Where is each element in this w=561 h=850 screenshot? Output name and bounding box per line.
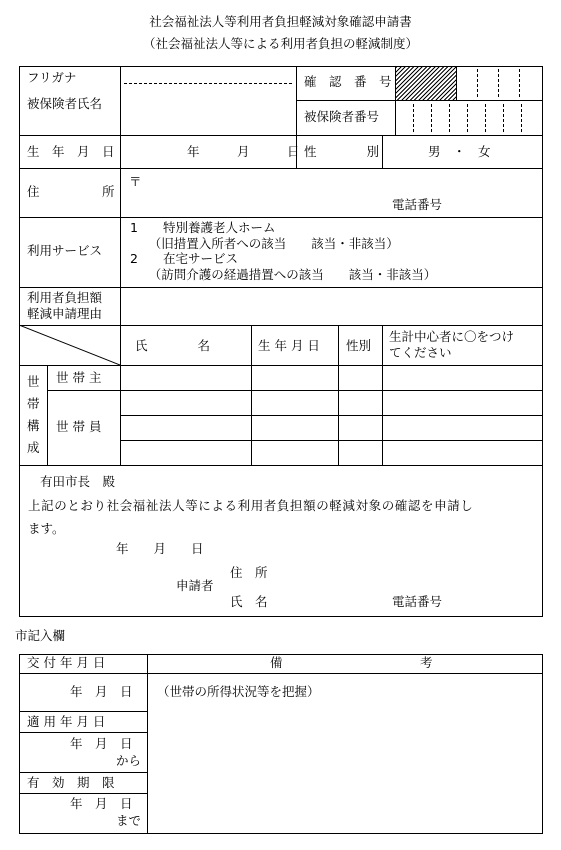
household-sex-header: 性別 xyxy=(346,338,372,353)
confirm-number-label: 確 認 番 号 xyxy=(304,74,392,89)
household-note-header: 生計中心者に〇をつけ xyxy=(389,329,515,344)
birth-date-label: 生 年 月 日 xyxy=(27,144,115,159)
household-head-label: 世 帯 主 xyxy=(56,370,102,385)
reason-label-2: 軽減申請理由 xyxy=(27,306,103,321)
sex-label: 性 別 xyxy=(304,144,380,159)
insured-number-label: 被保険者番号 xyxy=(304,109,380,124)
applicant-label: 申請者 xyxy=(176,578,214,593)
household-member-label: 世 帯 員 xyxy=(56,419,102,434)
remarks-note: （世帯の所得状況等を把握） xyxy=(157,684,320,699)
reason-label-1: 利用者負担額 xyxy=(27,290,103,305)
application-date[interactable]: 年 月 日 xyxy=(116,541,204,556)
confirm-number-shaded-box xyxy=(396,67,456,100)
applicant-phone-label: 電話番号 xyxy=(392,594,443,609)
service-item: 2 在宅サービス xyxy=(130,251,238,266)
service-item[interactable]: （訪問介護の経過措置への該当 該当・非該当） xyxy=(130,267,437,282)
phone-label: 電話番号 xyxy=(392,197,443,212)
service-label: 利用サービス xyxy=(27,243,103,258)
office-section-title: 市記入欄 xyxy=(15,628,66,643)
from-label: から xyxy=(116,753,142,768)
household-name-header: 氏 名 xyxy=(135,338,211,353)
household-birth-header: 生 年 月 日 xyxy=(258,338,320,353)
furigana-label: フリガナ xyxy=(27,70,77,85)
form-subtitle: （社会福祉法人等による利用者負担の軽減制度） xyxy=(142,36,418,51)
issue-date-label: 交 付 年 月 日 xyxy=(27,655,106,670)
until-label: まで xyxy=(116,813,142,828)
apply-date-label: 適 用 年 月 日 xyxy=(27,714,106,729)
validity-label: 有 効 期 限 xyxy=(27,775,115,790)
applicant-address-label: 住 所 xyxy=(230,565,268,580)
declaration-body-end: ます。 xyxy=(28,521,65,536)
furigana-line xyxy=(124,83,292,84)
address-label: 住 所 xyxy=(27,184,115,199)
household-side-char: 構 xyxy=(27,418,40,433)
addressee: 有田市長 殿 xyxy=(40,474,116,489)
diagonal-header-cell xyxy=(19,325,120,365)
postal-mark: 〒 xyxy=(129,174,142,189)
household-note-header: てください xyxy=(389,345,452,360)
declaration-body: 上記のとおり社会福祉法人等による利用者負担額の軽減対象の確認を申請し xyxy=(28,498,474,513)
applicant-name-label: 氏 名 xyxy=(230,594,268,609)
insured-name-label: 被保険者氏名 xyxy=(27,96,103,111)
service-item: 1 特別養護老人ホーム xyxy=(130,220,276,235)
birth-date-value[interactable]: 年 月 日 xyxy=(187,144,300,159)
sex-options[interactable]: 男 ・ 女 xyxy=(428,144,491,159)
household-side-char: 世 xyxy=(27,374,40,389)
service-item[interactable]: （旧措置入所者への該当 該当・非該当） xyxy=(130,236,399,251)
household-side-char: 成 xyxy=(27,440,40,455)
apply-date-value[interactable]: 年 月 日 xyxy=(70,736,133,751)
validity-date-value[interactable]: 年 月 日 xyxy=(70,796,133,811)
form-title: 社会福祉法人等利用者負担軽減対象確認申請書 xyxy=(149,14,412,29)
remarks-label: 備 考 xyxy=(270,655,433,670)
issue-date-value[interactable]: 年 月 日 xyxy=(70,684,133,699)
household-side-char: 帯 xyxy=(27,396,40,411)
